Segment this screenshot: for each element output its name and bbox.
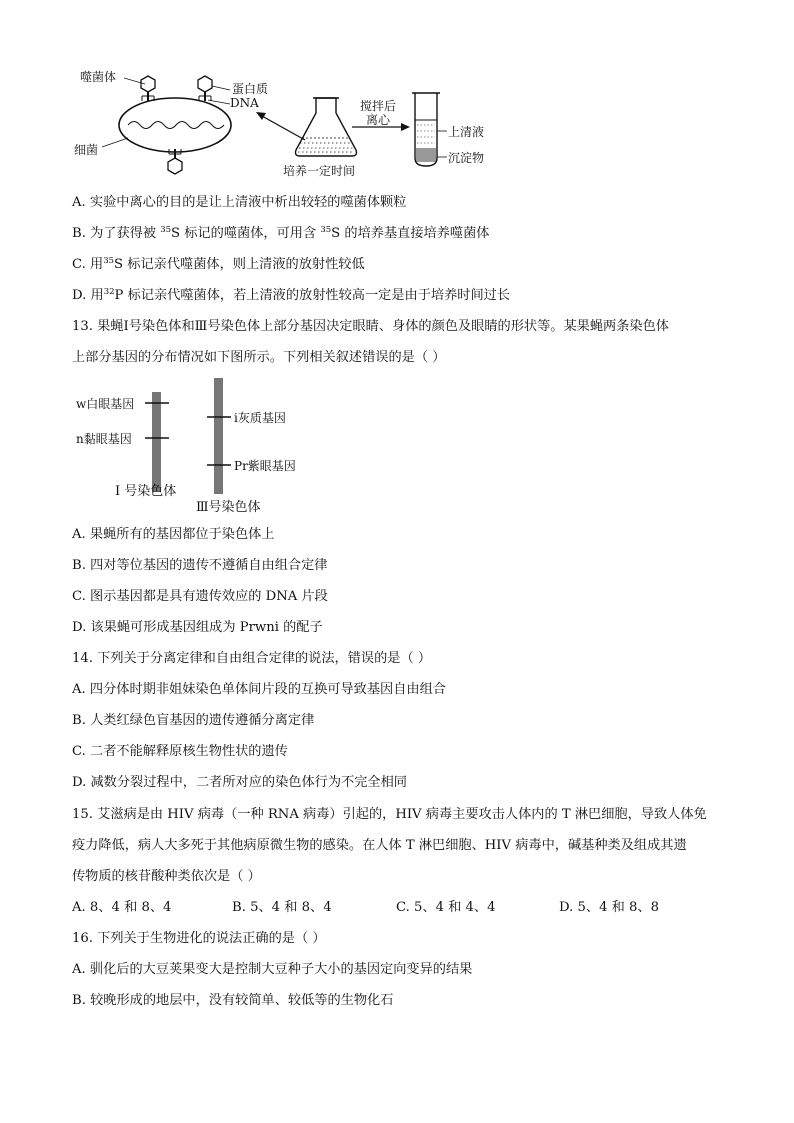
- q15-stem-line3: 传物质的核苷酸种类依次是（ ）: [72, 869, 261, 884]
- phage-icon: [141, 76, 155, 101]
- q15-stem-line1: 15. 艾滋病是由 HIV 病毒（一种 RNA 病毒）引起的，HIV 病毒主要攻击人体内的 T 淋巴细胞，导致人体免: [72, 807, 707, 822]
- gene-label-i: i灰质基因: [234, 411, 286, 425]
- q16-option-a: A. 驯化后的大豆荚果变大是控制大豆种子大小的基因定向变异的结果: [72, 962, 473, 977]
- q14-option-b: B. 人类红绿色盲基因的遗传遵循分离定律: [72, 713, 315, 728]
- q13-stem-line2: 上部分基因的分布情况如下图所示。下列相关叙述错误的是（ ）: [72, 350, 446, 365]
- q14-option-d: D. 减数分裂过程中，二者所对应的染色体行为不完全相同: [72, 775, 407, 790]
- phage-experiment-figure: [0, 0, 794, 190]
- label-protein: 蛋白质: [232, 82, 269, 96]
- label-phage: 噬菌体: [80, 70, 117, 84]
- test-tube-icon: [412, 93, 440, 166]
- q12-option-b: B. 为了获得被 $^{35}$S 标记的噬菌体，可用含 $^{35}$S 的培养基直接培养噬菌体: [72, 225, 490, 241]
- q13-option-b: B. 四对等位基因的遗传不遵循自由组合定律: [72, 558, 328, 573]
- label-dna: DNA: [230, 96, 259, 110]
- q14-option-c: C. 二者不能解释原核生物性状的遗传: [72, 744, 288, 759]
- label-stir: 搅拌后: [360, 99, 397, 113]
- chromosome-3-label: Ⅲ号染色体: [196, 500, 261, 515]
- label-sediment: 沉淀物: [448, 151, 485, 165]
- q12-option-c: C. 用$^{35}$S 标记亲代噬菌体，则上清液的放射性较低: [72, 256, 365, 272]
- label-bacteria: 细菌: [74, 143, 99, 157]
- gene-label-pr: Pr紫眼基因: [234, 459, 296, 473]
- gene-label-w: w白眼基因: [76, 397, 135, 411]
- chromosome-1: [152, 392, 161, 492]
- q16-stem: 16. 下列关于生物进化的说法正确的是（ ）: [72, 931, 326, 946]
- phage-icon: [168, 149, 182, 174]
- label-supernatant: 上清液: [448, 125, 485, 139]
- q15-stem-line2: 疫力降低，病人大多死于其他病原微生物的感染。在人体 T 淋巴细胞、HIV 病毒中，碱基种类及组成其遗: [72, 838, 687, 853]
- q13-option-a: A. 果蝇所有的基因都位于染色体上: [72, 527, 275, 542]
- chromosome-3: [214, 378, 223, 494]
- q15-option-d: D. 5、4 和 8、8: [559, 900, 659, 915]
- q16-option-b: B. 较晚形成的地层中，没有较简单、较低等的生物化石: [72, 993, 394, 1008]
- label-culture-time: 培养一定时间: [283, 164, 356, 178]
- culture-flask-icon: [296, 98, 357, 156]
- q14-option-a: A. 四分体时期非姐妹染色单体间片段的互换可导致基因自由组合: [72, 682, 446, 697]
- q15-option-b: B. 5、4 和 8、4: [232, 900, 332, 915]
- q14-stem: 14. 下列关于分离定律和自由组合定律的说法，错误的是（ ）: [72, 651, 432, 666]
- q15-option-c: C. 5、4 和 4、4: [396, 900, 496, 915]
- bacterium-cell: [119, 98, 231, 152]
- chromosome-1-label: Ⅰ 号染色体: [115, 484, 177, 499]
- q12-option-d: D. 用$^{32}$P 标记亲代噬菌体，若上清液的放射性较高一定是由于培养时间过长: [72, 287, 511, 303]
- q13-option-d: D. 该果蝇可形成基因组成为 Prwni 的配子: [72, 620, 323, 635]
- phage-icon: [198, 76, 212, 101]
- bacterial-dna-wave: [128, 122, 224, 129]
- q13-stem-line1: 13. 果蝇Ⅰ号染色体和Ⅲ号染色体上部分基因决定眼睛、身体的颜色及眼睛的形状等。某果蝇两条染色体: [72, 319, 669, 334]
- q15-option-a: A. 8、4 和 8、4: [72, 900, 172, 915]
- label-centrifuge: 离心: [366, 113, 391, 127]
- q13-option-c: C. 图示基因都是具有遗传效应的 DNA 片段: [72, 589, 328, 604]
- q12-option-a: A. 实验中离心的目的是让上清液中析出较轻的噬菌体颗粒: [72, 195, 407, 210]
- gene-label-n: n黏眼基因: [76, 432, 132, 446]
